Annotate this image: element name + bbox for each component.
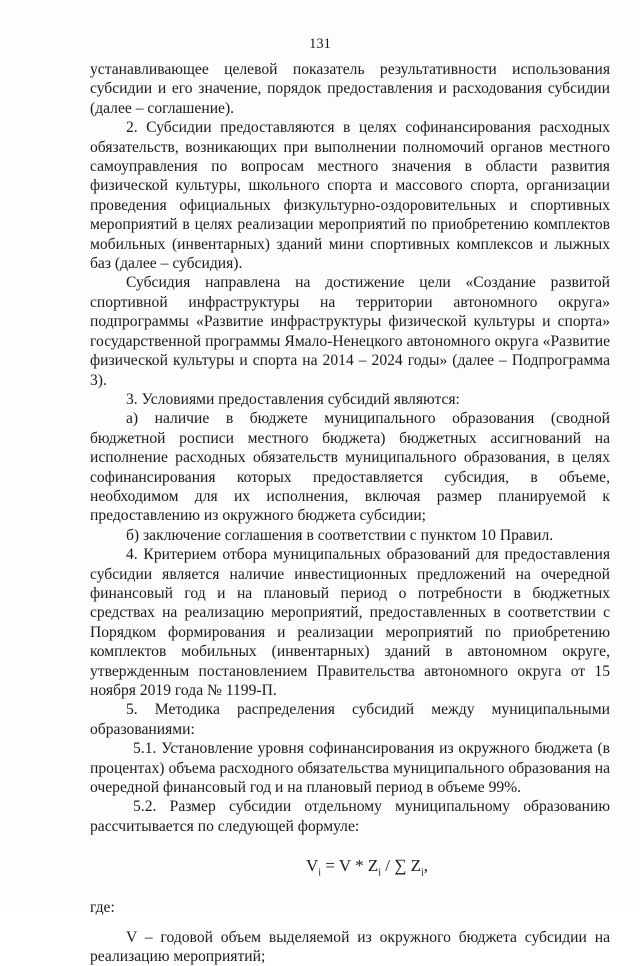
page-number: 131: [309, 36, 331, 52]
formula-sub-1: i: [318, 867, 322, 879]
paragraph-subsidy-goal: Субсидия направлена на достижение цели «Создание развитой спортивной инфраструктуры на территории автономного округа» подпрограммы «Развитие инфраструктуры физической культуры и спорта» государственной программы Ямало-Ненецкого автономного округа «Развитие физической культуры и спорта на 2014 – 2024 годы» (далее – Подпрограмма 3).: [90, 274, 610, 389]
subsidy-formula: [90, 836, 610, 898]
condition-b: б) заключение соглашения в соответствии с пунктом 10 Правил.: [126, 526, 554, 544]
definition-v: V – годовой объем выделяемой из окружного бюджета субсидии на реализацию мероприятий;: [90, 928, 610, 966]
paragraph-5-methodology: 5. Методика распределения субсидий между муниципальными образованиями:: [90, 701, 610, 738]
where-label: где:: [90, 899, 115, 917]
condition-a: а) наличие в бюджете муниципального образования (сводной бюджетной росписи местного бюджета) бюджетных ассигнований на исполнение расходных обязательств муниципального образования, в целях софинансирования которых предоставляется субсидия, в объеме, необходимом для их исполнения, включая размер планируемой к предоставлению из окружного бюджета субсидии;: [90, 410, 610, 525]
paragraph-5-1: 5.1. Установление уровня софинансирования из окружного бюджета (в процентах) объема расходного обязательства муниципального образования на очередной финансовый год и на плановый период в объеме 99%.: [90, 740, 610, 797]
formula-v: V: [306, 856, 319, 876]
paragraph-5-2: 5.2. Размер субсидии отдельному муниципальному образованию рассчитывается по следующей формуле:: [90, 798, 610, 835]
paragraph-continuation: устанавливающее целевой показатель результативности использования субсидии и его значение, порядок предоставления и расходования субсидии (далее – соглашение).: [90, 61, 610, 117]
paragraph-2-purpose: 2. Субсидии предоставляются в целях софинансирования расходных обязательств, возникающих при выполнении полномочий органов местного самоуправления по вопросам местного значения в области развития физической культуры, школьного спорта и массового спорта, организации проведения официальных физкультурно-оздоровительных и спортивных мероприятий в целях реализации мероприятий по приобретению комплектов мобильных (инвентарных) зданий мини спортивных комплексов и лыжных баз (далее – субсидия).: [90, 119, 610, 273]
paragraph-4-criterion: 4. Критерием отбора муниципальных образований для предоставления субсидии является наличие инвестиционных предложений на очередной финансовый год и на плановый период о потребности в бюджетных средствах на реализацию мероприятий, предоставленных в соответствии с Порядком формирования и реализации мероприятий по приобретению комплектов мобильных (инвентарных) зданий в автономном округе, утвержденным постановлением Правительства автономного округа от 15 ноября 2019 года № 1199-П.: [90, 546, 610, 699]
paragraph-3-conditions: 3. Условиями предоставления субсидий являются:: [126, 390, 460, 408]
formula-expression: [306, 856, 428, 883]
formula-div: / ∑ Z: [380, 856, 421, 876]
formula-sub-3: i: [420, 867, 424, 879]
formula-sub-2: i: [378, 867, 381, 879]
formula-tail: ,: [423, 856, 428, 876]
formula-eq: = V * Z: [321, 856, 379, 876]
document-body: [90, 60, 610, 966]
